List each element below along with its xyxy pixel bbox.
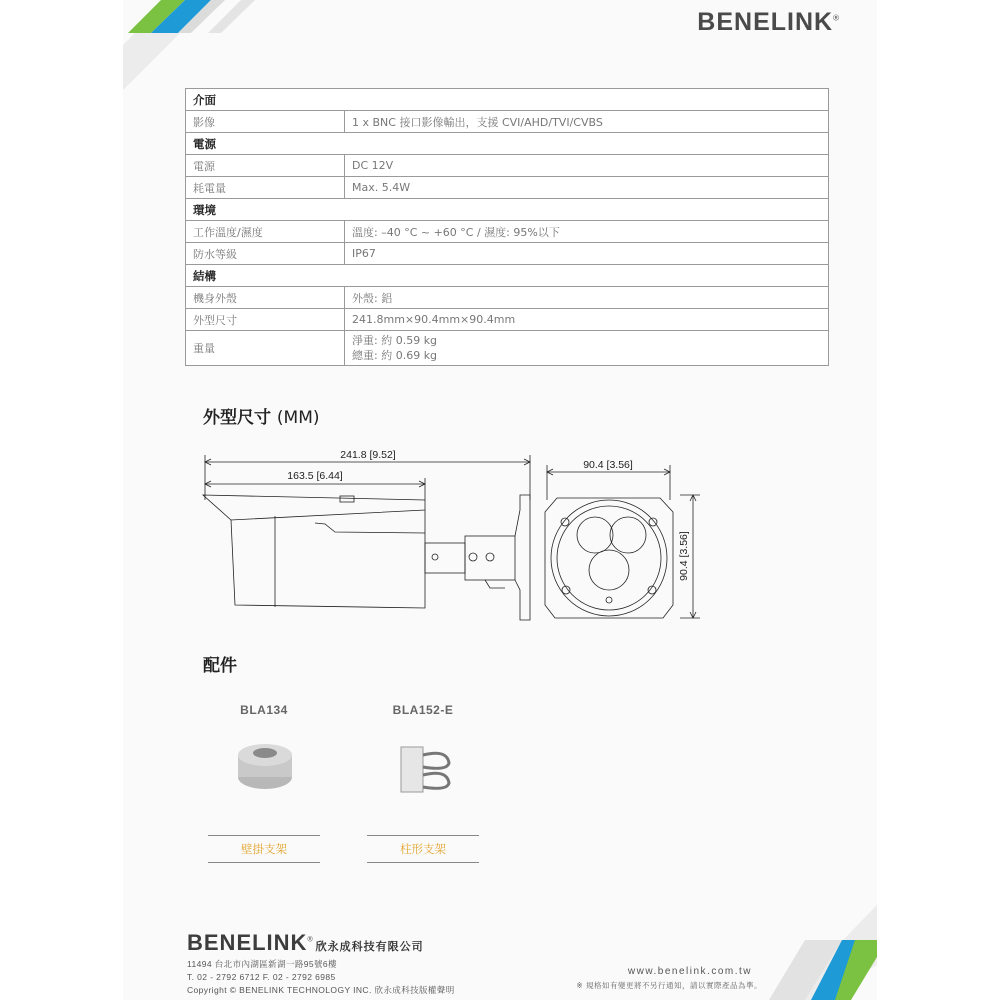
section-header-environment: 環境 xyxy=(186,199,829,221)
table-row: 耗電量 Max. 5.4W xyxy=(186,177,829,199)
dimensions-heading: 外型尺寸 (MM) xyxy=(203,408,320,428)
table-row: 工作溫度/濕度 溫度: –40 °C ~ +60 °C / 濕度: 95%以下 xyxy=(186,221,829,243)
section-header-structure: 結構 xyxy=(186,265,829,287)
body-length-label: 163.5 [6.44] xyxy=(287,470,343,482)
section-header-interface: 介面 xyxy=(186,89,829,111)
accessory-code: BLA152-E xyxy=(392,703,454,717)
disclaimer-note: ※ 規格如有變更將不另行通知，請以實際產品為準。 xyxy=(576,981,762,990)
table-row: 重量 淨重: 約 0.59 kg 總重: 約 0.69 kg xyxy=(186,331,829,366)
accessory-card xyxy=(367,703,479,863)
corner-decoration-bottom xyxy=(755,905,877,1000)
table-row: 影像 1 x BNC 接口影像輸出，支援 CVI/AHD/TVI/CVBS xyxy=(186,111,829,133)
copyright-text: Copyright © BENELINK TECHNOLOGY INC. 欣永成科技版權聲明 xyxy=(187,985,455,995)
front-width-label: 90.4 [3.56] xyxy=(583,459,633,471)
corner-decoration-top xyxy=(123,0,263,90)
total-length-label: 241.8 [9.52] xyxy=(340,449,396,461)
website-link[interactable]: www.benelink.com.tw xyxy=(627,966,752,977)
accessory-label: 壁掛支架 xyxy=(208,835,320,863)
accessory-code: BLA134 xyxy=(240,703,288,717)
accessories-heading: 配件 xyxy=(203,656,237,676)
table-row: 機身外殼 外殼: 鋁 xyxy=(186,287,829,309)
brand-logo: BENELINK® xyxy=(697,8,840,36)
pole-mount-bracket-icon xyxy=(367,737,479,797)
table-row: 外型尺寸 241.8mm×90.4mm×90.4mm xyxy=(186,309,829,331)
front-height-label: 90.4 [3.56] xyxy=(678,531,690,581)
footer-brand-logo: BENELINK® xyxy=(187,930,314,955)
spec-table xyxy=(185,88,829,366)
table-row: 防水等級 IP67 xyxy=(186,243,829,265)
section-header-power: 電源 xyxy=(186,133,829,155)
phone-fax-text: T. 02 - 2792 6712 F. 02 - 2792 6985 xyxy=(187,972,336,982)
table-row: 電源 DC 12V xyxy=(186,155,829,177)
accessory-label: 柱形支架 xyxy=(367,835,479,863)
company-name: 欣永成科技有限公司 xyxy=(315,941,424,953)
dimension-drawing xyxy=(185,440,715,630)
footer xyxy=(187,930,455,997)
address-text: 11494 台北市內湖區新湖一路95號6樓 xyxy=(187,959,337,969)
junction-box-icon xyxy=(208,737,320,797)
accessory-card xyxy=(208,703,320,863)
